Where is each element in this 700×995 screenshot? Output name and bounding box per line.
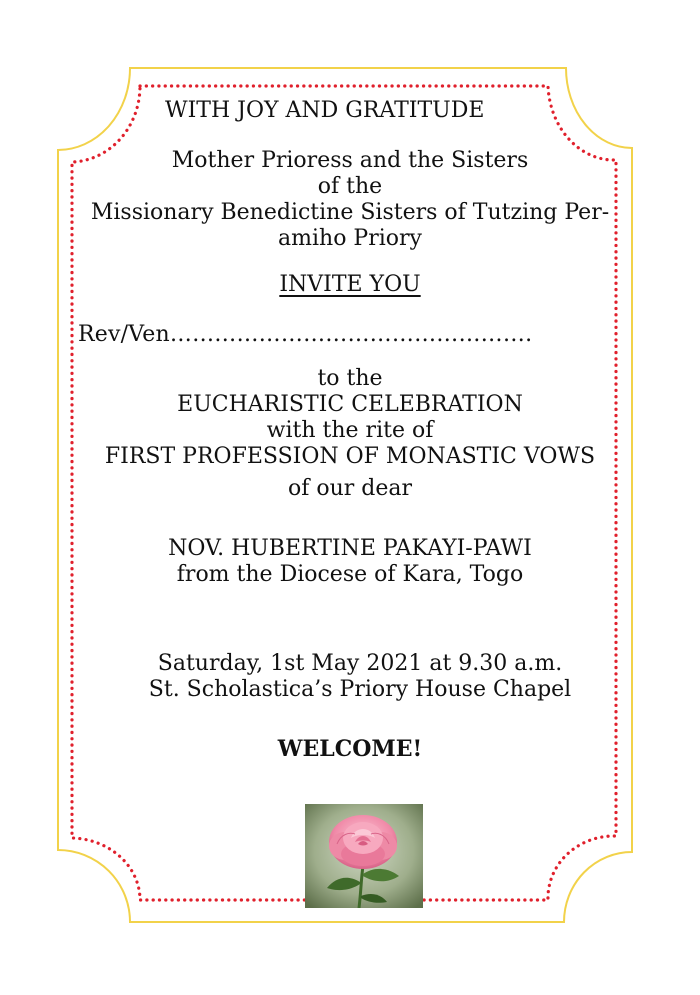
novice-diocese: from the Diocese of Kara, Togo — [176, 562, 524, 587]
invite-you-heading: INVITE YOU — [279, 272, 421, 297]
event-date-time: Saturday, 1st May 2021 at 9.30 a.m. — [157, 651, 563, 676]
event-location: St. Scholastica’s Priory House Chapel — [148, 677, 572, 702]
welcome-text: WELCOME! — [277, 736, 423, 762]
celebration-block — [70, 366, 630, 502]
event-details — [90, 651, 630, 703]
body-line: of our dear — [287, 476, 413, 501]
host-line: Missionary Benedictine Sisters of Tutzing Per- — [90, 200, 610, 225]
host-block — [70, 148, 630, 252]
invitation-heading: WITH JOY AND GRATITUDE — [165, 98, 485, 123]
novice-name: NOV. HUBERTINE PAKAYI-PAWI — [168, 536, 532, 561]
addressee-line: Rev/Ven…………………………………………. — [78, 322, 533, 347]
pink-rose-icon — [305, 804, 423, 908]
body-line: FIRST PROFESSION OF MONASTIC VOWS — [104, 444, 596, 469]
body-line: with the rite of — [266, 418, 434, 443]
host-line: of the — [317, 174, 383, 199]
novice-block — [70, 536, 630, 588]
host-line: Mother Prioress and the Sisters — [171, 148, 529, 173]
host-line: amiho Priory — [278, 226, 422, 251]
body-line: to the — [317, 366, 383, 391]
body-line: EUCHARISTIC CELEBRATION — [177, 392, 523, 417]
